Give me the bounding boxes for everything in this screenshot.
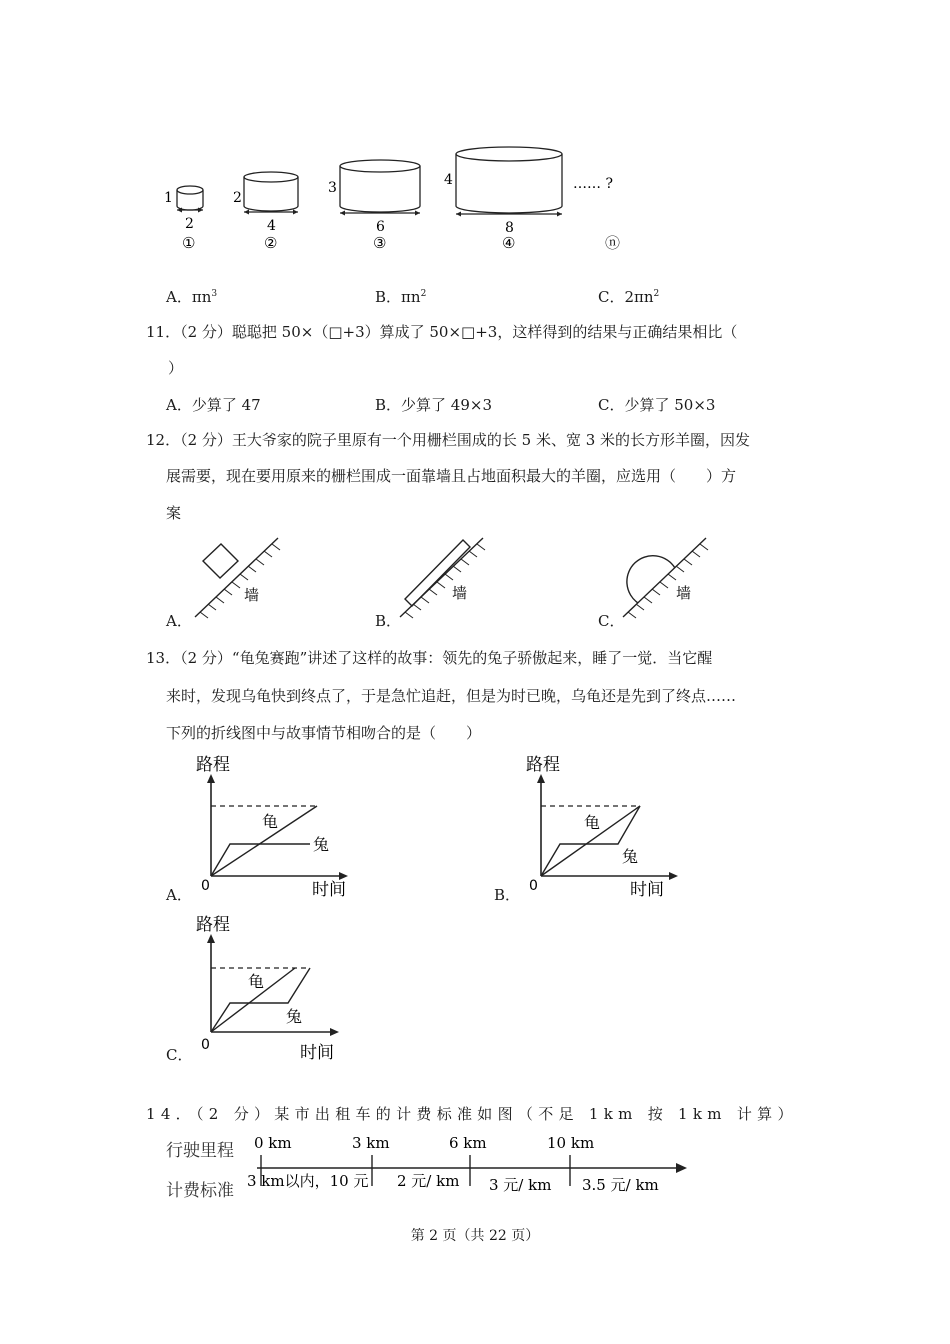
cyl-1-height: 1 <box>164 190 173 206</box>
cyl-4-index: ④ <box>502 234 516 252</box>
q13-option-c[interactable]: C． <box>166 1046 193 1064</box>
cyl-4-height: 4 <box>444 172 453 188</box>
q12-figure-b <box>395 532 495 622</box>
q13-graph-c <box>190 912 360 1062</box>
q14-price-4: 3.5 元/ km <box>582 1176 659 1194</box>
cylinder-1 <box>177 186 203 210</box>
q12-figure-c <box>618 532 718 622</box>
q13-b-rabbit: 兔 <box>622 847 639 866</box>
q14-tick-10: 10 km <box>547 1134 595 1152</box>
q13-b-origin: 0 <box>529 878 538 894</box>
cyl-3-height: 3 <box>328 180 337 196</box>
cyl-2-diameter: 4 <box>267 218 276 234</box>
cyl-3-index: ③ <box>373 234 387 252</box>
cylinder-figure <box>150 140 630 260</box>
q12-option-b[interactable]: B． <box>375 612 402 630</box>
q13-a-rabbit: 兔 <box>313 835 330 854</box>
cylinder-2 <box>244 172 298 212</box>
q11-option-b[interactable]: B．少算了 49×3 <box>375 396 492 414</box>
cyl-2-height: 2 <box>233 190 242 206</box>
cylinder-4 <box>456 147 562 214</box>
q12-wall-label-c: 墙 <box>676 584 692 602</box>
q12-stem-line1: 12．（2 分）王大爷家的院子里原有一个用栅栏围成的长 5 米、宽 3 米的长方形羊圈，因发 <box>146 431 751 449</box>
q13-c-tortoise: 龟 <box>248 972 265 991</box>
cyl-4-diameter: 8 <box>505 220 514 236</box>
q13-graph-a <box>190 752 360 902</box>
q13-b-y-label: 路程 <box>526 755 560 775</box>
q12-figure-a <box>190 532 290 622</box>
q12-wall-label-a: 墙 <box>244 586 260 604</box>
q13-option-b[interactable]: B． <box>494 886 521 904</box>
cylinder-3 <box>340 160 420 213</box>
page-footer: 第 2 页（共 22 页） <box>410 1228 540 1244</box>
q11-option-c[interactable]: C．少算了 50×3 <box>598 396 716 414</box>
q14-tick-0: 0 km <box>254 1134 292 1152</box>
q13-c-x-label: 时间 <box>300 1043 334 1062</box>
q13-b-tortoise: 龟 <box>584 813 601 832</box>
q13-graph-b <box>520 752 690 902</box>
q14-price-1: 3 km以内，10 元 <box>247 1172 369 1190</box>
q13-c-rabbit: 兔 <box>286 1007 303 1026</box>
cyl-last-index: ⓝ <box>605 234 621 252</box>
q10-option-c[interactable]: C．$2\pi n^2$ <box>598 288 660 306</box>
q13-option-a[interactable]: A． <box>166 886 192 904</box>
q12-stem-line3: 案 <box>166 504 182 522</box>
q13-stem-line1: 13．（2 分）“龟兔赛跑”讲述了这样的故事：领先的兔子骄傲起来，睡了一觉．当它醒 <box>146 649 713 667</box>
q12-option-c[interactable]: C． <box>598 612 625 630</box>
q13-stem-line3: 下列的折线图中与故事情节相吻合的是（ ） <box>166 724 482 742</box>
q10-option-a[interactable]: A．$\pi n^3$ <box>166 288 218 306</box>
q11-stem-line1: 11．（2 分）聪聪把 50×（□+3）算成了 50×□+3，这样得到的结果与正确结果相比（ <box>146 323 738 341</box>
q12-wall-label-b: 墙 <box>452 584 468 602</box>
cyl-2-index: ② <box>264 234 278 252</box>
q13-stem-line2: 来时，发现乌龟快到终点了，于是急忙追赶，但是为时已晚，乌龟还是先到了终点…… <box>166 687 737 705</box>
q12-stem-line2: 展需要，现在要用原来的栅栏围成一面靠墙且占地面积最大的羊圈，应选用（ ）方 <box>166 467 737 485</box>
q13-c-y-label: 路程 <box>196 915 230 935</box>
q14-row1-label: 行驶里程 <box>166 1141 234 1161</box>
q13-a-origin: 0 <box>201 878 210 894</box>
q14-price-2: 2 元/ km <box>397 1172 460 1190</box>
q12-option-a[interactable]: A． <box>166 612 192 630</box>
q14-row2-label: 计费标准 <box>166 1181 234 1201</box>
q13-a-x-label: 时间 <box>312 880 346 900</box>
q14-fare-diagram <box>160 1126 700 1206</box>
q11-stem-line2: ） <box>168 359 184 377</box>
q13-a-y-label: 路程 <box>196 755 230 775</box>
q13-b-x-label: 时间 <box>630 880 664 900</box>
q14-tick-6: 6 km <box>449 1134 487 1152</box>
cyl-1-index: ① <box>182 234 196 252</box>
cyl-continuation: …… ? <box>573 176 613 192</box>
q14-price-3: 3 元/ km <box>489 1176 552 1194</box>
q11-option-a[interactable]: A．少算了 47 <box>166 396 261 414</box>
q13-a-tortoise: 龟 <box>262 812 279 831</box>
q14-tick-3: 3 km <box>352 1134 390 1152</box>
cyl-3-diameter: 6 <box>376 219 385 235</box>
q14-stem-line1: 14．（2 分）某市出租车的计费标准如图（不足 1km 按 1km 计算） <box>146 1105 798 1123</box>
q10-option-b[interactable]: B．$\pi n^2$ <box>375 288 427 306</box>
cyl-1-diameter: 2 <box>185 216 194 232</box>
q13-c-origin: 0 <box>201 1037 210 1053</box>
